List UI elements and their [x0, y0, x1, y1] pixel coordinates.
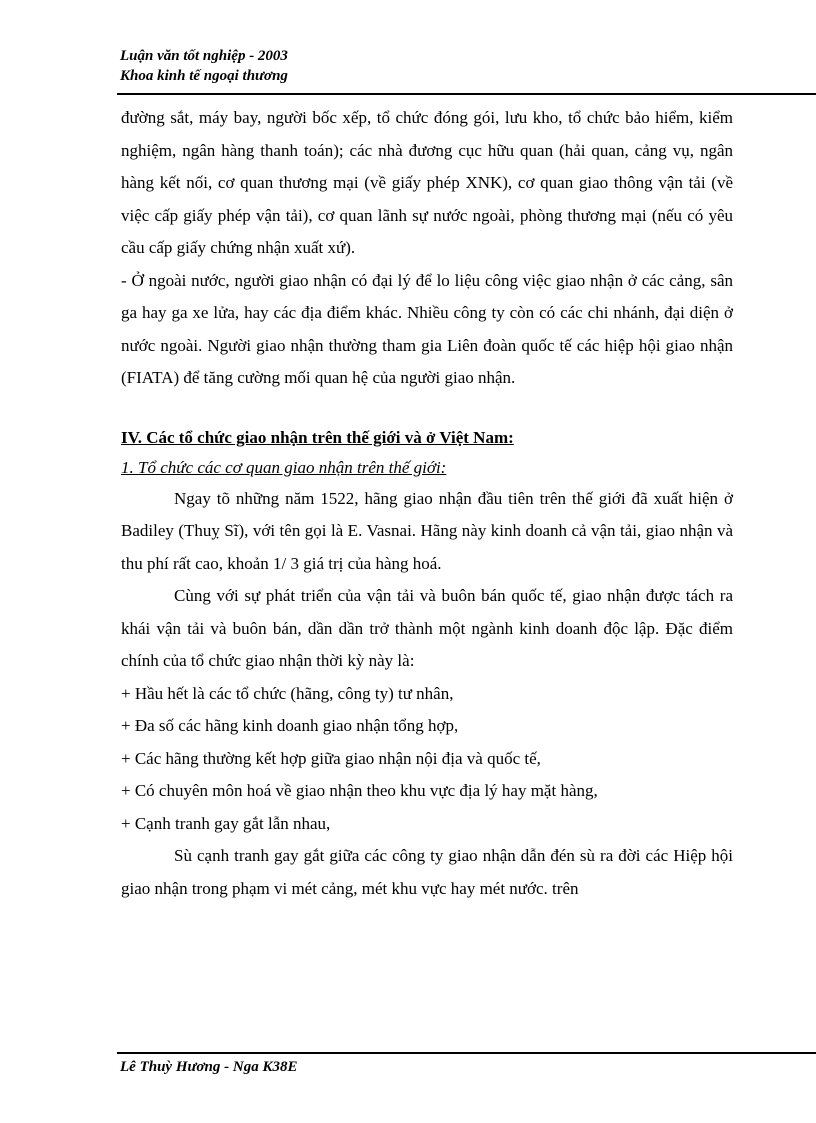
- spacer: [121, 395, 733, 423]
- page-header: [120, 46, 288, 86]
- list-item: + Có chuyên môn hoá về giao nhận theo khu vực địa lý hay mặt hàng,: [121, 781, 598, 800]
- paragraph: Cùng với sự phát triển của vận tải và buôn bán quốc tế, giao nhận được tách ra khái vận tải và buôn bán, dần dần trở thành một ngành kinh doanh độc lập. Đặc điểm chính của tổ chức giao nhận thời kỳ này là:: [121, 586, 733, 670]
- footer-author: Lê Thuỳ Hương - Nga K38E: [120, 1059, 298, 1075]
- list-item: + Hầu hết là các tổ chức (hãng, công ty) tư nhân,: [121, 683, 454, 703]
- paragraph: Sù cạnh tranh gay gắt giữa các công ty giao nhận dẫn đén sù ra đời các Hiệp hội giao nhận trong phạm vi mét cảng, mét khu vực hay mét nước. trên: [121, 846, 733, 898]
- document-body: [121, 102, 733, 905]
- header-rule: [117, 93, 816, 95]
- paragraph: Ngay tõ những năm 1522, hãng giao nhận đầu tiên trên thế giới đã xuất hiện ở Badiley (Thuỵ Sĩ), với tên gọi là E. Vasnai. Hãng này kinh doanh cả vận tải, giao nhận và thu phí rất cao, khoản 1/ 3 giá trị của hàng hoá.: [121, 488, 733, 573]
- paragraph: - Ở ngoài nước, người giao nhận có đại lý để lo liệu công việc giao nhận ở các cảng, sân ga hay ga xe lửa, hay các địa điểm khác. Nhiều công ty còn có các chi nhánh, đại diện ở nước ngoài. Người giao nhận thường tham gia Liên đoàn quốc tế các hiệp hội giao nhận (FIATA) để tăng cường mối quan hệ của người giao nhận.: [121, 270, 733, 387]
- header-faculty: Khoa kinh tế ngoại thương: [120, 68, 288, 84]
- section-heading: IV. Các tổ chức giao nhận trên thế giới và ở Việt Nam:: [121, 427, 514, 447]
- subsection-heading: 1. Tổ chức các cơ quan giao nhận trên thế giới:: [121, 457, 447, 477]
- list-item: + Cạnh tranh gay gắt lẫn nhau,: [121, 813, 331, 833]
- page-footer: [120, 1057, 297, 1077]
- list-item: + Đa số các hãng kinh doanh giao nhận tổng hợp,: [121, 716, 459, 735]
- list-item: + Các hãng thường kết hợp giữa giao nhận nội địa và quốc tế,: [121, 748, 541, 768]
- footer-rule: [117, 1052, 816, 1054]
- paragraph: đường sắt, máy bay, người bốc xếp, tổ chức đóng gói, lưu kho, tổ chức bảo hiểm, kiểm nghiệm, ngân hàng thanh toán); các nhà đương cục hữu quan (hải quan, cảng vụ, ngân hàng kết nối, cơ quan thương mại (về giấy phép XNK), cơ quan giao thông vận tải (về việc cấp giấy phép vận tải), cơ quan lãnh sự nước ngoài, phòng thương mại (nếu có yêu cầu cấp giấy chứng nhận xuất xứ).: [121, 108, 733, 257]
- header-thesis-title: Luận văn tốt nghiệp - 2003: [120, 48, 288, 64]
